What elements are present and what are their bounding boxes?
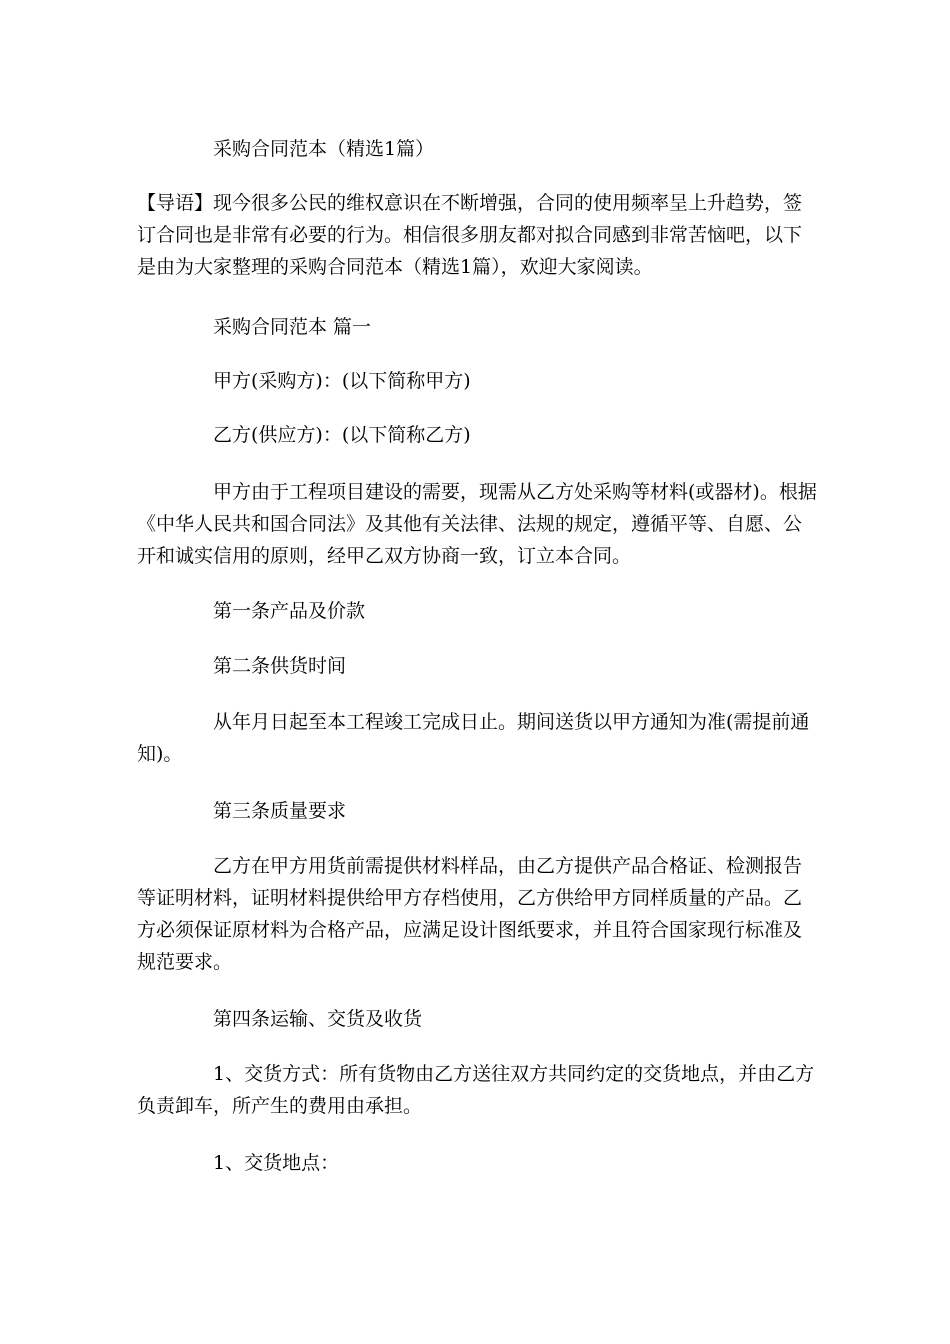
article-3-heading: 第三条质量要求 [213,800,347,822]
preamble-paragraph: 甲方由于工程项目建设的需要，现需从乙方处采购等材料(或器材)。根据《中华人民共和国合同法》及其他有关法律、法规的规定，遵循平等、自愿、公开和诚实信用的原则，经甲乙双方协商一致，订立本合同。 [137,481,817,567]
delivery-method-paragraph: 1、交货方式：所有货物由乙方送往双方共同约定的交货地点，并由乙方负责卸车，所产生的费用由承担。 [137,1063,815,1117]
document-title: 采购合同范本（精选1篇） [213,138,435,160]
section-heading: 采购合同范本 篇一 [213,316,372,338]
article-4-heading: 第四条运输、交货及收货 [213,1008,423,1030]
intro-paragraph: 【导语】现今很多公民的维权意识在不断增强，合同的使用频率呈上升趋势，签订合同也是非常有必要的行为。相信很多朋友都对拟合同感到非常苦恼吧，以下是由为大家整理的采购合同范本（精选1篇），欢迎大家阅读。 [137,192,803,278]
party-b-line: 乙方(供应方)：(以下简称乙方) [213,424,471,446]
supply-time-paragraph: 从年月日起至本工程竣工完成日止。期间送货以甲方通知为准(需提前通知)。 [137,711,810,765]
quality-paragraph: 乙方在甲方用货前需提供材料样品，由乙方提供产品合格证、检测报告等证明材料，证明材料提供给甲方存档使用，乙方供给甲方同样质量的产品。乙方必须保证原材料为合格产品，应满足设计图纸要求，并且符合国家现行标准及规范要求。 [137,855,803,973]
party-a-line: 甲方(采购方)：(以下简称甲方) [213,370,471,392]
article-1-heading: 第一条产品及价款 [213,600,366,622]
article-2-heading: 第二条供货时间 [213,655,347,677]
delivery-place-line: 1、交货地点： [213,1152,340,1174]
